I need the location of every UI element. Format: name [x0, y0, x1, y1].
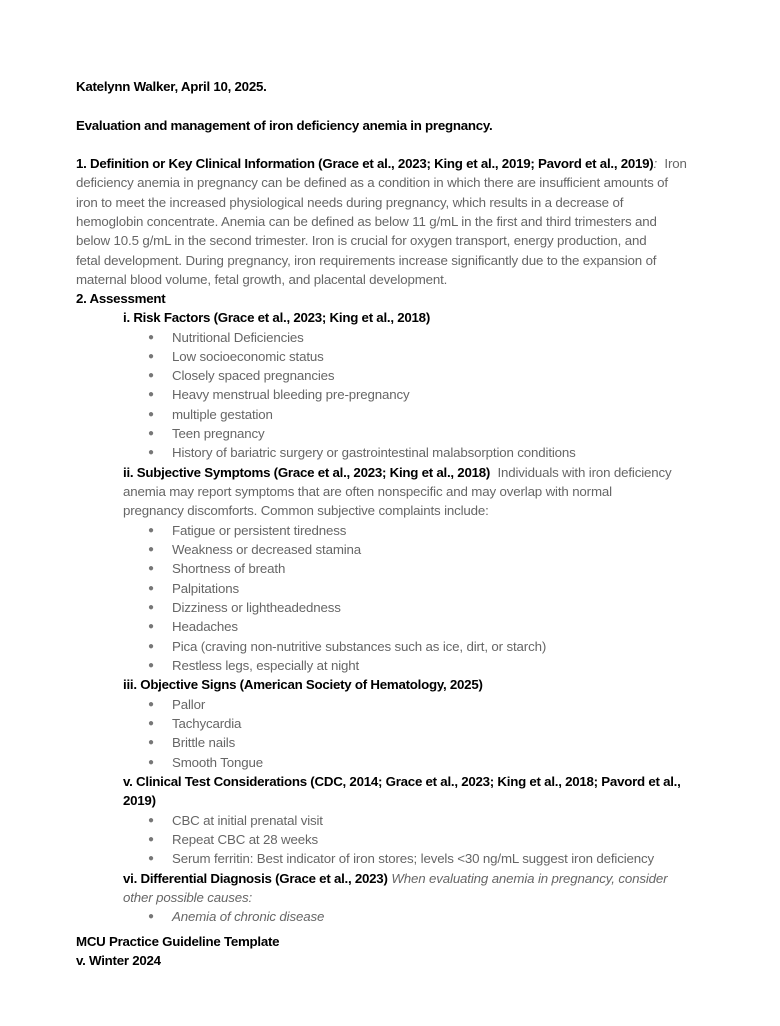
section-1-colon: :: [653, 156, 658, 171]
bullet-icon: ●: [148, 815, 154, 826]
list-item: ● Closely spaced pregnancies: [172, 366, 334, 385]
bullet-icon: ●: [148, 911, 154, 922]
list-item: ● Dizziness or lightheadedness: [172, 598, 341, 617]
subjective-intro: pregnancy discomforts. Common subjective complaints include:: [123, 503, 489, 518]
section-1-text: hemoglobin concentrate. Anemia can be defined as below 11 g/mL in the first and third trimesters and: [76, 214, 657, 229]
bullet-icon: ●: [148, 370, 154, 381]
list-item: ● History of bariatric surgery or gastrointestinal malabsorption conditions: [172, 443, 576, 462]
subjective-heading: ii. Subjective Symptoms (Grace et al., 2023; King et al., 2018): [123, 465, 491, 480]
bullet-icon: ●: [148, 447, 154, 458]
bullet-icon: ●: [148, 428, 154, 439]
list-item: ● Serum ferritin: Best indicator of iron stores; levels <30 ng/mL suggest iron deficiency: [172, 849, 654, 868]
list-item: ● Headaches: [172, 617, 238, 636]
list-item: ● Shortness of breath: [172, 559, 285, 578]
bullet-icon: ●: [148, 641, 154, 652]
section-2-heading: 2. Assessment: [76, 291, 166, 306]
bullet-icon: ●: [148, 525, 154, 536]
bullet-icon: ●: [148, 699, 154, 710]
list-item: ● Palpitations: [172, 579, 239, 598]
bullet-icon: ●: [148, 583, 154, 594]
list-item: ● Anemia of chronic disease: [172, 907, 324, 926]
differential-heading: vi. Differential Diagnosis (Grace et al., 2023): [123, 871, 388, 886]
list-item: ● Smooth Tongue: [172, 753, 263, 772]
bullet-icon: ●: [148, 853, 154, 864]
bullet-icon: ●: [148, 544, 154, 555]
bullet-icon: ●: [148, 660, 154, 671]
list-item: ● Repeat CBC at 28 weeks: [172, 830, 318, 849]
differential-intro: other possible causes:: [123, 890, 253, 905]
risk-factors-heading: i. Risk Factors (Grace et al., 2023; King et al., 2018): [123, 310, 430, 325]
bullet-icon: ●: [148, 718, 154, 729]
list-item: ● Tachycardia: [172, 714, 241, 733]
bullet-icon: ●: [148, 332, 154, 343]
list-item: ● Weakness or decreased stamina: [172, 540, 361, 559]
tests-heading-continued: 2019): [123, 793, 156, 808]
section-1-text: fetal development. During pregnancy, iron requirements increase significantly due to the expansion of: [76, 253, 657, 268]
document-title: Evaluation and management of iron deficiency anemia in pregnancy.: [76, 118, 493, 133]
list-item: ● Restless legs, especially at night: [172, 656, 359, 675]
list-item: ● Heavy menstrual bleeding pre-pregnancy: [172, 385, 409, 404]
list-item: ● Teen pregnancy: [172, 424, 265, 443]
bullet-icon: ●: [148, 621, 154, 632]
bullet-icon: ●: [148, 757, 154, 768]
author-date: Katelynn Walker, April 10, 2025.: [76, 79, 267, 94]
bullet-icon: ●: [148, 834, 154, 845]
bullet-icon: ●: [148, 409, 154, 420]
objective-heading: iii. Objective Signs (American Society of Hematology, 2025): [123, 677, 483, 692]
list-item: ● Nutritional Deficiencies: [172, 328, 304, 347]
list-item: ● Pallor: [172, 695, 205, 714]
bullet-icon: ●: [148, 602, 154, 613]
bullet-icon: ●: [148, 563, 154, 574]
list-item: ● Brittle nails: [172, 733, 235, 752]
list-item: ● CBC at initial prenatal visit: [172, 811, 323, 830]
section-1-text: maternal blood volume, fetal growth, and placental development.: [76, 272, 448, 287]
subjective-first-line: ii. Subjective Symptoms (Grace et al., 2023; King et al., 2018) Individuals with iron deficiency: [123, 465, 672, 480]
footer-version: v. Winter 2024: [76, 953, 161, 968]
differential-first-line: vi. Differential Diagnosis (Grace et al., 2023) When evaluating anemia in pregnancy, consider: [123, 871, 668, 886]
section-1-text: iron to meet the increased physiological needs during pregnancy, which results in a decrease of: [76, 195, 624, 210]
footer-template-name: MCU Practice Guideline Template: [76, 934, 280, 949]
list-item: ● Low socioeconomic status: [172, 347, 324, 366]
bullet-icon: ●: [148, 351, 154, 362]
section-1-heading: 1. Definition or Key Clinical Information (Grace et al., 2023; King et al., 2019; Pavord et al., 2019): [76, 156, 654, 171]
bullet-icon: ●: [148, 737, 154, 748]
subjective-intro: anemia may report symptoms that are often nonspecific and may overlap with normal: [123, 484, 612, 499]
section-1-text: deficiency anemia in pregnancy can be defined as a condition in which there are insufficient amounts of: [76, 175, 668, 190]
list-item: ● Fatigue or persistent tiredness: [172, 521, 346, 540]
list-item: ● multiple gestation: [172, 405, 273, 424]
section-1-first-line: 1. Definition or Key Clinical Information (Grace et al., 2023; King et al., 2019; Pavord et al., 2019): Iron: [76, 156, 687, 171]
tests-heading: v. Clinical Test Considerations (CDC, 2014; Grace et al., 2023; King et al., 2018; Pavord et al.,: [123, 774, 681, 789]
section-1-text: below 10.5 g/mL in the second trimester. Iron is crucial for oxygen transport, energy production, and: [76, 233, 647, 248]
list-item: ● Pica (craving non-nutritive substances such as ice, dirt, or starch): [172, 637, 546, 656]
bullet-icon: ●: [148, 389, 154, 400]
